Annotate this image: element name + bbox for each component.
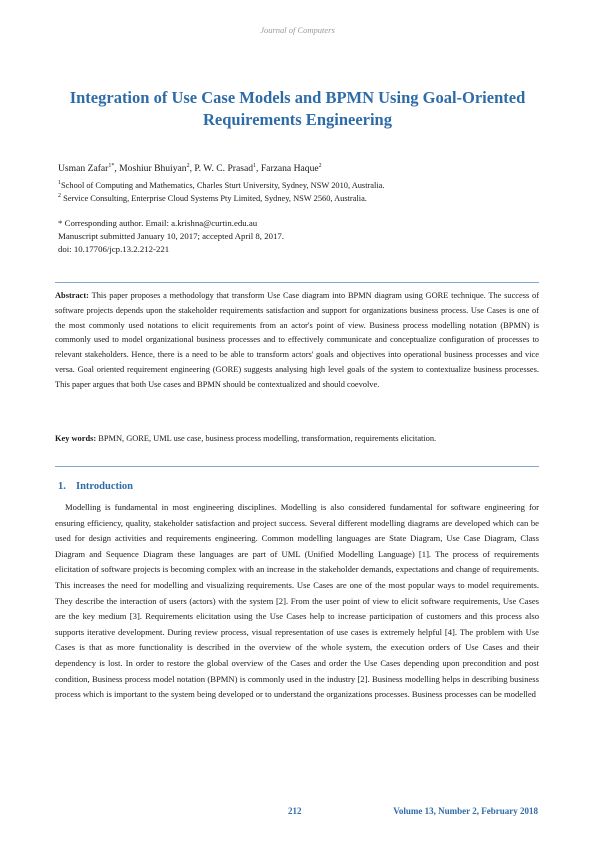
author-list: Usman Zafar$^{1*}$, Moshiur Bhuiyan$^2$, P. W. C. Prasad$^1$, Farzana Haque$^2$: [58, 162, 322, 174]
divider: [55, 282, 539, 283]
affiliation: [58, 194, 367, 203]
author-affiliation-mark: 2: [186, 162, 190, 169]
author-affiliation-mark: 1*: [108, 162, 115, 169]
article-meta: [58, 217, 284, 256]
author-name: Usman Zafar: [58, 163, 109, 174]
section-number: 1.: [58, 481, 66, 492]
abstract-label: Abstract:: [55, 291, 89, 300]
keywords: [55, 433, 539, 446]
affiliation-mark: 2: [58, 193, 61, 200]
author-name: P. W. C. Prasad: [194, 163, 254, 174]
divider: [55, 466, 539, 467]
section-heading: [58, 481, 133, 492]
body-paragraph: Modelling is fundamental in most engineering disciplines. Modelling is also considered fundamental for software engineering for ensuring efficiency, quality, stakeholder satisfaction and project success. Several different modelling diagrams are developed which can be used for design activities and requirements engineering. Common modelling languages are State Diagram, Use Case Diagram, Class Diagram and Sequence Diagram these languages are part of UML (Unified Modelling Language) [1]. The process of requirements elicitation of software projects is becoming complex with an increase in the stakeholder demands, expectations and change of requirements. This increases the need for modelling and visualizing requirements. Use Cases are one of the most popular ways to model requirements. They describe the interaction of users (actors) with the system [2]. From the user point of view to elicit software requirements, Use Cases are the key medium [3]. Requirements elicitation using the Use Cases help to increase participation of customers and this process also supports iterative development. During review process, visual representation of use cases is extremely helpful [4]. The problem with Use Cases is that as more functionality is described in the overview of the whole system, the execution orders of Use Cases and their dependency is lost. In order to restore the global overview of the Cases and order the Use Cases depending upon precondition and post condition, Business process model notation (BPMN) is commonly used in the industry [2]. Business modelling helps in describing business process which is important to the system being developed or to understand the organizations processes. Business processes can be modelled: [55, 502, 539, 700]
affiliation: [58, 181, 385, 190]
keywords-text: BPMN, GORE, UML use case, business process modelling, transformation, requirements elicitation.: [96, 434, 437, 443]
abstract-text: This paper proposes a methodology that transform Use Case diagram into BPMN diagram using GORE technique. The success of software projects depends upon the stakeholder requirements satisfaction and support for organizations business process. Use Cases is one of the most commonly used notations to elicit requirements from an actor's point of view. Business process modelling notation (BPMN) is commonly used to model organizational business processes and to effectively communicate and conceptualize configuration of processes to relevant stakeholders. Hence, there is a need to be able to transform actors' goals and objectives into operational business processes and vice versa. Goal oriented requirement engineering (GORE) suggests analysing high level goals of the system to contextualize business processes. This paper argues that both Use cases and BPMN should be contextualized and should coevolve.: [55, 291, 539, 389]
paper-title: Integration of Use Case Models and BPMN Using Goal-Oriented Requirements Engineering: [69, 88, 526, 129]
affiliation-text: School of Computing and Mathematics, Charles Sturt University, Sydney, NSW 2010, Australia.: [61, 181, 385, 190]
keywords-label: Key words:: [55, 434, 97, 443]
volume-info: Volume 13, Number 2, February 2018: [393, 806, 538, 816]
doi: doi: 10.17706/jcp.13.2.212-221: [58, 244, 170, 254]
affiliation-text: Service Consulting, Enterprise Cloud Systems Pty Limited, Sydney, NSW 2560, Australia.: [61, 194, 367, 203]
author-name: Moshiur Bhuiyan: [119, 163, 187, 174]
manuscript-dates: Manuscript submitted January 10, 2017; accepted April 8, 2017.: [58, 231, 284, 241]
corresponding-author: * Corresponding author. Email: a.krishna@curtin.edu.au: [58, 218, 258, 228]
abstract: [55, 289, 539, 393]
author-name: Farzana Haque: [260, 163, 319, 174]
journal-header: Journal of Computers: [260, 25, 335, 35]
author-affiliation-mark: 2: [318, 162, 322, 169]
page-number: 212: [288, 806, 302, 816]
section-title: Introduction: [76, 481, 133, 492]
affiliation-mark: 1: [58, 180, 61, 187]
author-affiliation-mark: 1: [253, 162, 257, 169]
